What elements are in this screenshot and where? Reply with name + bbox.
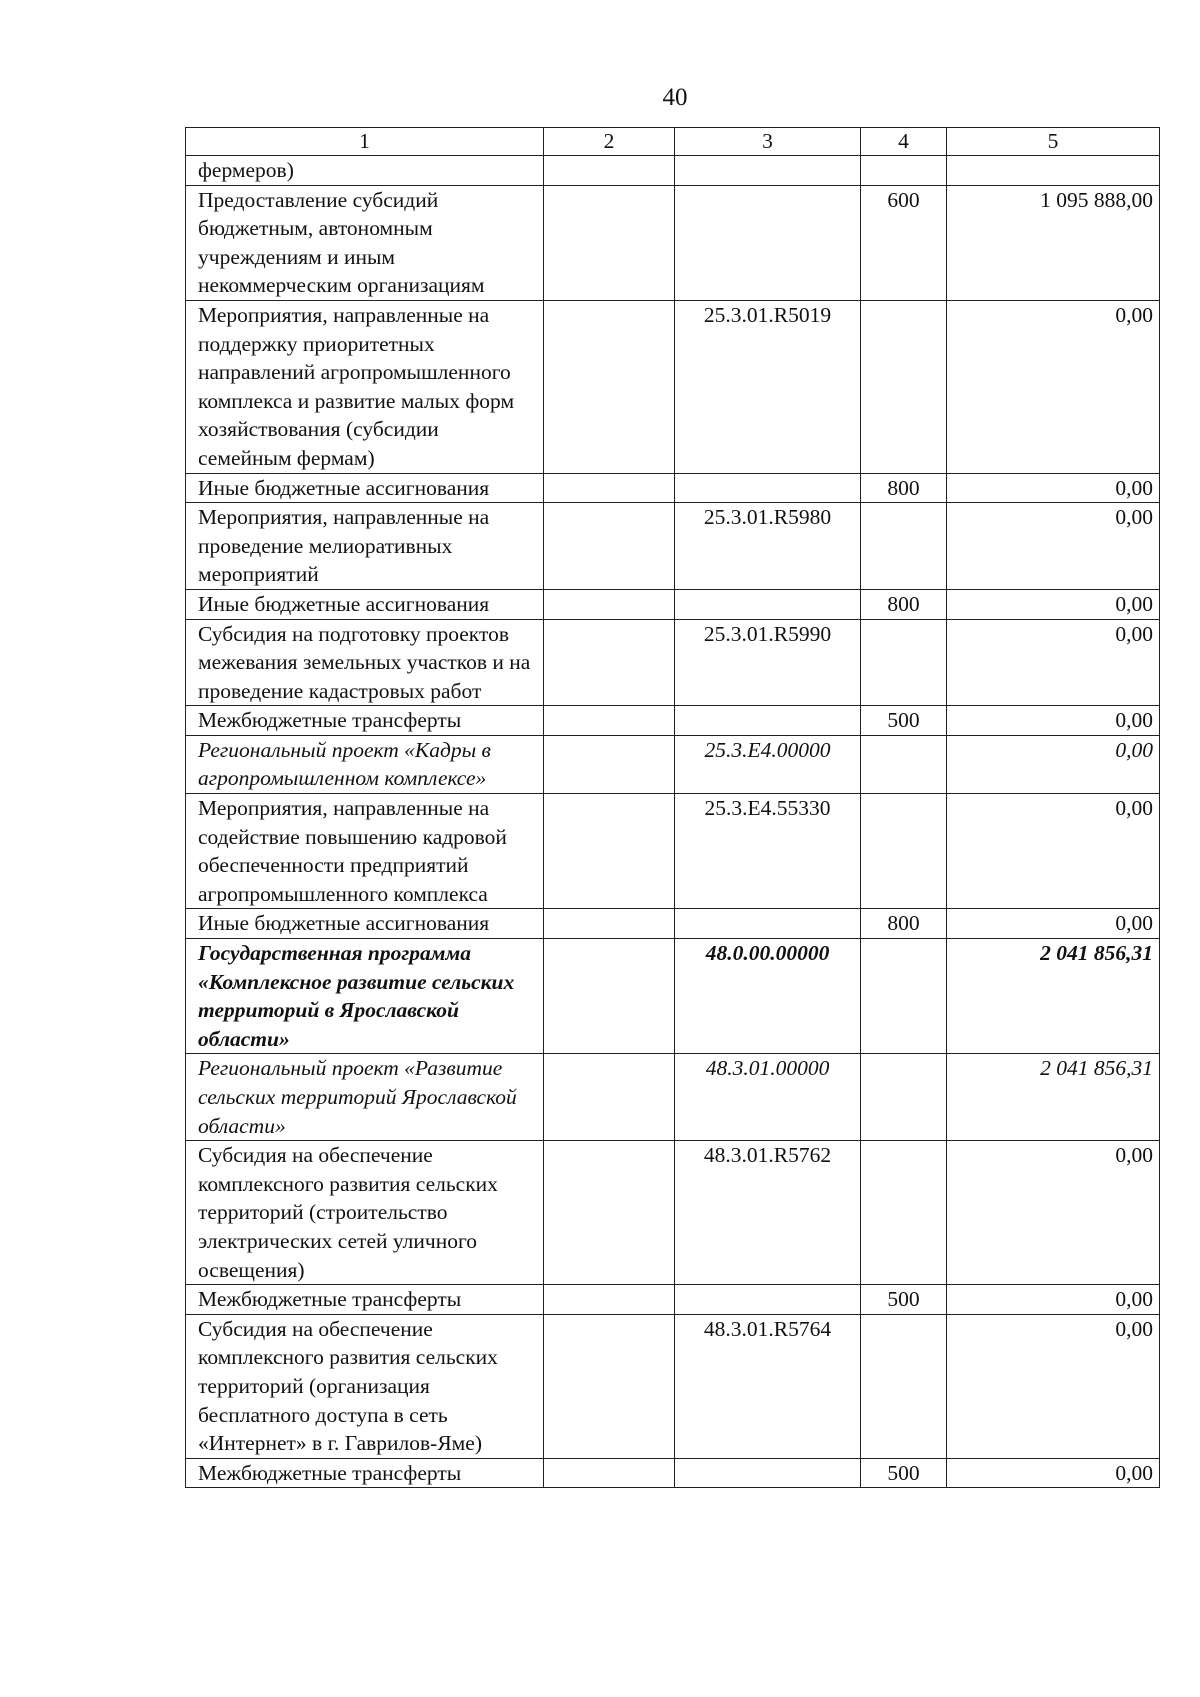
table-row bbox=[186, 473, 1160, 503]
cell-amount: 2 041 856,31 bbox=[947, 939, 1160, 1054]
cell-amount: 2 041 856,31 bbox=[947, 1054, 1160, 1141]
table-row bbox=[186, 300, 1160, 473]
table-row bbox=[186, 185, 1160, 300]
table-row bbox=[186, 156, 1160, 186]
cell-amount: 0,00 bbox=[947, 300, 1160, 473]
cell-target-code: 25.3.01.R5980 bbox=[675, 503, 861, 590]
cell-col-2 bbox=[544, 1285, 675, 1315]
table-row bbox=[186, 909, 1160, 939]
table-row bbox=[186, 503, 1160, 590]
header-col-4: 4 bbox=[861, 128, 947, 156]
cell-col-2 bbox=[544, 909, 675, 939]
cell-target-code: 48.3.01.R5764 bbox=[675, 1314, 861, 1458]
table-row bbox=[186, 1458, 1160, 1488]
cell-amount: 0,00 bbox=[947, 706, 1160, 736]
cell-col-2 bbox=[544, 939, 675, 1054]
cell-name: Региональный проект «Кадры в агропромышленном комплексе» bbox=[186, 735, 544, 793]
cell-name: Мероприятия, направленные на проведение мелиоративных мероприятий bbox=[186, 503, 544, 590]
cell-target-code: 48.3.01.00000 bbox=[675, 1054, 861, 1141]
cell-name: Межбюджетные трансферты bbox=[186, 1285, 544, 1315]
cell-target-code: 25.3.01.R5990 bbox=[675, 619, 861, 706]
header-col-1: 1 bbox=[186, 128, 544, 156]
cell-col-2 bbox=[544, 473, 675, 503]
table-row bbox=[186, 735, 1160, 793]
cell-target-code bbox=[675, 909, 861, 939]
cell-amount: 0,00 bbox=[947, 794, 1160, 909]
cell-col-2 bbox=[544, 503, 675, 590]
cell-col-2 bbox=[544, 185, 675, 300]
cell-amount: 0,00 bbox=[947, 589, 1160, 619]
table-row bbox=[186, 939, 1160, 1054]
cell-col-2 bbox=[544, 735, 675, 793]
cell-col-2 bbox=[544, 156, 675, 186]
cell-amount: 0,00 bbox=[947, 735, 1160, 793]
cell-amount: 0,00 bbox=[947, 1458, 1160, 1488]
cell-amount: 0,00 bbox=[947, 619, 1160, 706]
cell-name: Субсидия на обеспечение комплексного развития сельских территорий (организация бесплатного доступа в сеть «Интернет» в г. Гаврилов-Яме) bbox=[186, 1314, 544, 1458]
cell-col-2 bbox=[544, 706, 675, 736]
cell-expense-type bbox=[861, 300, 947, 473]
cell-target-code bbox=[675, 706, 861, 736]
cell-name: Мероприятия, направленные на поддержку приоритетных направлений агропромышленного комплекса и развитие малых форм хозяйствования (субсидии семейным фермам) bbox=[186, 300, 544, 473]
cell-col-2 bbox=[544, 1141, 675, 1285]
cell-name: фермеров) bbox=[186, 156, 544, 186]
cell-target-code bbox=[675, 185, 861, 300]
cell-expense-type: 500 bbox=[861, 1458, 947, 1488]
cell-col-2 bbox=[544, 794, 675, 909]
cell-name: Иные бюджетные ассигнования bbox=[186, 589, 544, 619]
cell-name: Региональный проект «Развитие сельских территорий Ярославской области» bbox=[186, 1054, 544, 1141]
cell-amount bbox=[947, 156, 1160, 186]
table-row bbox=[186, 1314, 1160, 1458]
page-number: 40 bbox=[662, 84, 688, 111]
cell-amount: 0,00 bbox=[947, 503, 1160, 590]
cell-col-2 bbox=[544, 1314, 675, 1458]
cell-target-code: 25.3.01.R5019 bbox=[675, 300, 861, 473]
cell-amount: 1 095 888,00 bbox=[947, 185, 1160, 300]
table-row bbox=[186, 589, 1160, 619]
cell-target-code bbox=[675, 1458, 861, 1488]
cell-target-code bbox=[675, 473, 861, 503]
cell-amount: 0,00 bbox=[947, 1141, 1160, 1285]
cell-target-code: 25.3.E4.00000 bbox=[675, 735, 861, 793]
cell-amount: 0,00 bbox=[947, 909, 1160, 939]
cell-target-code bbox=[675, 156, 861, 186]
table-row bbox=[186, 1285, 1160, 1315]
cell-target-code bbox=[675, 589, 861, 619]
cell-expense-type: 800 bbox=[861, 589, 947, 619]
cell-expense-type bbox=[861, 1141, 947, 1285]
cell-target-code: 48.0.00.00000 bbox=[675, 939, 861, 1054]
cell-expense-type bbox=[861, 939, 947, 1054]
cell-expense-type bbox=[861, 1314, 947, 1458]
table-row bbox=[186, 619, 1160, 706]
cell-name: Субсидия на подготовку проектов межевания земельных участков и на проведение кадастровых работ bbox=[186, 619, 544, 706]
header-col-5: 5 bbox=[947, 128, 1160, 156]
cell-expense-type: 500 bbox=[861, 1285, 947, 1315]
cell-name: Межбюджетные трансферты bbox=[186, 1458, 544, 1488]
budget-table bbox=[185, 127, 1160, 1488]
table-row bbox=[186, 1054, 1160, 1141]
table-row bbox=[186, 1141, 1160, 1285]
cell-expense-type bbox=[861, 735, 947, 793]
cell-target-code bbox=[675, 1285, 861, 1315]
header-col-2: 2 bbox=[544, 128, 675, 156]
table-row bbox=[186, 794, 1160, 909]
cell-col-2 bbox=[544, 1054, 675, 1141]
cell-expense-type bbox=[861, 619, 947, 706]
cell-expense-type bbox=[861, 503, 947, 590]
cell-name: Межбюджетные трансферты bbox=[186, 706, 544, 736]
cell-amount: 0,00 bbox=[947, 1285, 1160, 1315]
cell-name: Субсидия на обеспечение комплексного развития сельских территорий (строительство электрических сетей уличного освещения) bbox=[186, 1141, 544, 1285]
cell-col-2 bbox=[544, 1458, 675, 1488]
cell-col-2 bbox=[544, 619, 675, 706]
cell-name: Иные бюджетные ассигнования bbox=[186, 909, 544, 939]
cell-amount: 0,00 bbox=[947, 473, 1160, 503]
cell-expense-type bbox=[861, 156, 947, 186]
cell-col-2 bbox=[544, 300, 675, 473]
cell-target-code: 25.3.E4.55330 bbox=[675, 794, 861, 909]
cell-expense-type: 500 bbox=[861, 706, 947, 736]
cell-expense-type bbox=[861, 794, 947, 909]
cell-name: Иные бюджетные ассигнования bbox=[186, 473, 544, 503]
cell-expense-type: 800 bbox=[861, 473, 947, 503]
header-col-3: 3 bbox=[675, 128, 861, 156]
cell-expense-type bbox=[861, 1054, 947, 1141]
cell-name: Предоставление субсидий бюджетным, автономным учреждениям и иным некоммерческим организациям bbox=[186, 185, 544, 300]
table-row bbox=[186, 706, 1160, 736]
cell-name: Мероприятия, направленные на содействие повышению кадровой обеспеченности предприятий агропромышленного комплекса bbox=[186, 794, 544, 909]
cell-amount: 0,00 bbox=[947, 1314, 1160, 1458]
table-header-row bbox=[186, 128, 1160, 156]
cell-col-2 bbox=[544, 589, 675, 619]
cell-target-code: 48.3.01.R5762 bbox=[675, 1141, 861, 1285]
cell-name: Государственная программа «Комплексное развитие сельских территорий в Ярославской области» bbox=[186, 939, 544, 1054]
cell-expense-type: 800 bbox=[861, 909, 947, 939]
cell-expense-type: 600 bbox=[861, 185, 947, 300]
